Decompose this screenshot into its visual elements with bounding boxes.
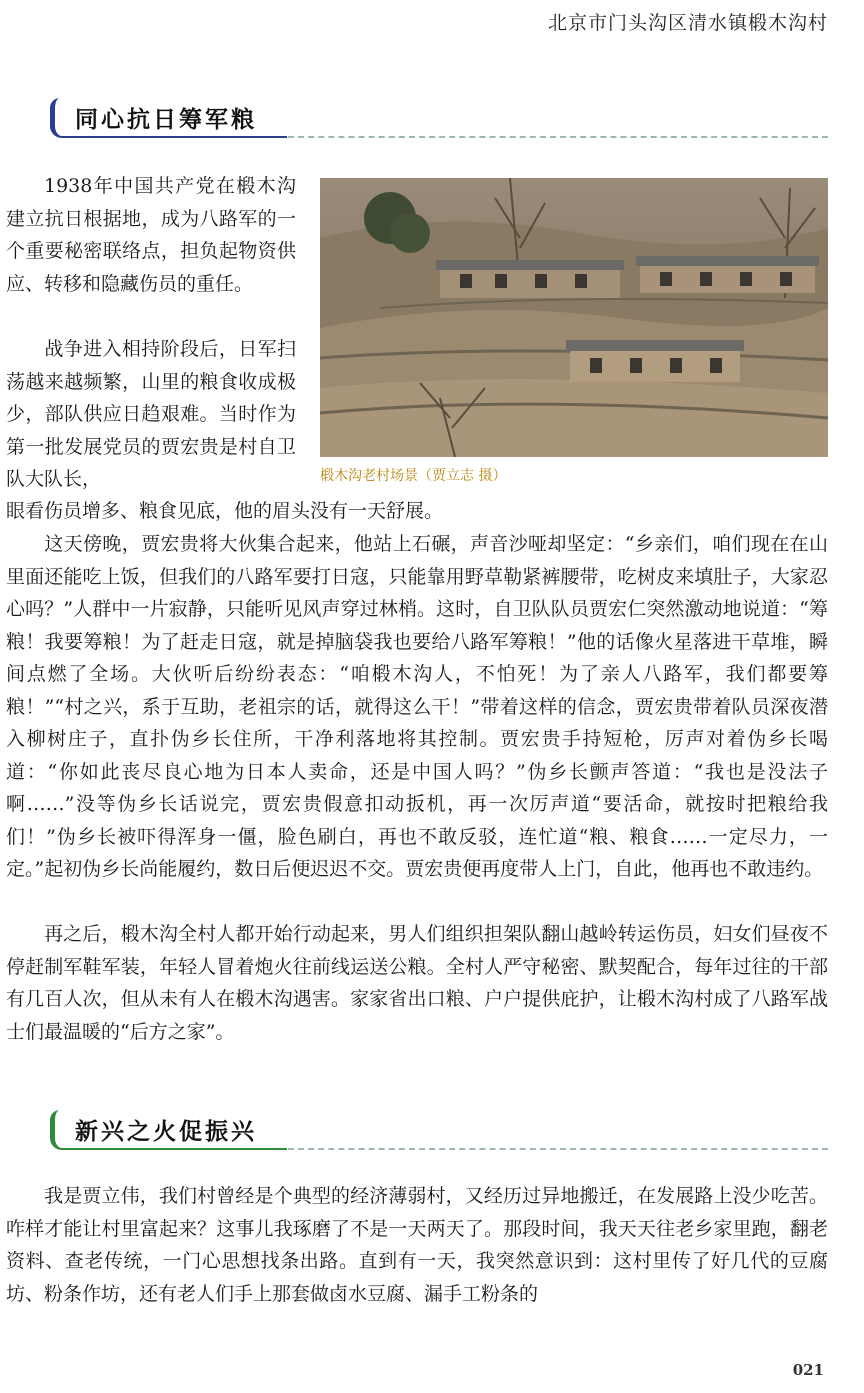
section-title: 同心抗日筹军粮 xyxy=(75,105,257,133)
page-number: 021 xyxy=(792,1361,824,1379)
section-heading-1 xyxy=(50,98,285,138)
paragraph: 1938年中国共产党在椴木沟建立抗日根据地，成为八路军的一个重要秘密联络点，担负起物资供应、转移和隐藏伤员的重任。 xyxy=(6,175,296,295)
paragraph: 我是贾立伟，我们村曾经是个典型的经济薄弱村，又经历过异地搬迁，在发展路上没少吃苦。咋样才能让村里富起来？这事儿我琢磨了不是一天两天了。那段时间，我天天往老乡家里跑，翻老资料、查老传统，一门心思想找条出路。直到有一天，我突然意识到：这村里传了好几代的豆腐坊、粉条作坊，还有老人们手上那套做卤水豆腐、漏手工粉条的 xyxy=(6,1185,828,1305)
section-heading-tab xyxy=(50,1110,287,1150)
section-divider xyxy=(288,1148,828,1150)
page-header-location: 北京市门头沟区清水镇椴木沟村 xyxy=(547,12,828,34)
section-divider xyxy=(288,136,828,138)
section-title: 新兴之火促振兴 xyxy=(75,1117,257,1145)
paragraph-continuation: 眼看伤员增多、粮食见底，他的眉头没有一天舒展。 xyxy=(6,500,444,522)
section-heading-tab xyxy=(50,98,287,138)
paragraph: 再之后，椴木沟全村人都开始行动起来，男人们组织担架队翻山越岭转运伤员，妇女们昼夜不停赶制军鞋军装，年轻人冒着炮火往前线运送公粮。全村人严守秘密、默契配合，每年过往的干部有几百人次，但从未有人在椴木沟遇害。家家省出口粮、户户提供庇护，让椴木沟村成了八路军战士们最温暖的“后方之家”。 xyxy=(6,923,828,1043)
paragraph: 战争进入相持阶段后，日军扫荡越来越频繁，山里的粮食收成极少，部队供应日趋艰难。当时作为第一批发展党员的贾宏贵是村自卫队大队长， xyxy=(6,338,296,490)
village-photo xyxy=(320,178,828,457)
photo-caption: 椴木沟老村场景（贾立志 摄） xyxy=(320,468,507,484)
section-heading-2 xyxy=(50,1110,285,1150)
paragraph: 这天傍晚，贾宏贵将大伙集合起来，他站上石碾，声音沙哑却坚定：“乡亲们，咱们现在在山里面还能吃上饭，但我们的八路军要打日寇，只能靠用野草勒紧裤腰带，吃树皮来填肚子，大家忍心吗？”人群中一片寂静，只能听见风声穿过林梢。这时，自卫队队员贾宏仁突然激动地说道：“筹粮！我要筹粮！为了赶走日寇，就是掉脑袋我也要给八路军筹粮！”他的话像火星落进干草堆，瞬间点燃了全场。大伙听后纷纷表态：“咱椴木沟人，不怕死！为了亲人八路军，我们都要筹粮！”“村之兴，系于互助，老祖宗的话，就得这么干！”带着这样的信念，贾宏贵带着队员深夜潜入柳树庄子，直扑伪乡长住所，干净利落地将其控制。贾宏贵手持短枪，厉声对着伪乡长喝道：“你如此丧尽良心地为日本人卖命，还是中国人吗？”伪乡长颤声答道：“我也是没法子啊……”没等伪乡长话说完，贾宏贵假意扣动扳机，再一次厉声道“要活命，就按时把粮给我们！”伪乡长被吓得浑身一僵，脸色刷白，再也不敢反驳，连忙道“粮、粮食……一定尽力，一定。”起初伪乡长尚能履约，数日后便迟迟不交。贾宏贵便再度带人上门，自此，他再也不敢违约。 xyxy=(6,533,828,880)
